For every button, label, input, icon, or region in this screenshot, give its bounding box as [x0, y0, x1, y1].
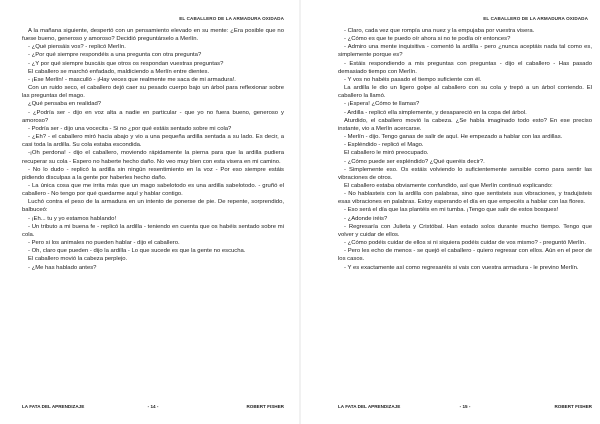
paragraph: - Espléndido - replicó el Mago.	[344, 142, 424, 149]
paragraph: - ¿Adonde iréis?	[344, 215, 388, 222]
paragraph: - Regresaría con Julieta y Cristóbal. Han estado solos durante mucho tiempo. Tengo que volver y cuidar de ellos.	[338, 223, 592, 238]
paragraph: - ¿Y por qué siempre buscáis que otros os respondan vuestras preguntas?	[28, 60, 224, 67]
paragraph: - ¡Eh... tu y yo estamos hablando!	[28, 215, 117, 222]
paragraph: - No lo dudo - replicó la ardilla sin ningún resentimiento en la voz - Por eso siempre estáis pidiendo disculpas a la gente por haberles hecho daño.	[22, 166, 284, 181]
paragraph: -¡Oh perdona! - dijo el caballero, moviendo rápidamente la pierna para que la ardilla pudiera recuperar su cola - Espero no haberte hecho daño. No veo muy bien con esta visera en mi camino.	[22, 150, 284, 165]
body-text	[338, 27, 592, 272]
paragraph: - Pero les echo de menos - se quejó el caballero - quiero regresar con ellos. Aún en el peor de los casos.	[338, 248, 592, 263]
paragraph: - Oh, claro que pueden - dijo la ardilla - Lo que sucede es que la gente no escucha.	[28, 248, 246, 255]
page-footer	[22, 404, 284, 412]
paragraph: - Y vos no habéis pasado el tiempo suficiente con él.	[344, 76, 482, 83]
paragraph: - Y es exactamente así como regresaréis si vais con vuestra armadura - le previno Merlín.	[344, 264, 579, 271]
footer-author: ROBERT FISHER	[246, 404, 284, 409]
page-number: - 14 -	[147, 404, 159, 409]
paragraph: - Simplemente eso. Os estáis volviendo lo suficientemente sensible como para sentir las vibraciones de otros.	[338, 166, 592, 181]
paragraph: - ¿Me has hablado antes?	[28, 264, 97, 271]
paragraph: - ¿Eh? - el caballero miró hacia abajo y vio a una pequeña ardilla sentada a su lado. Es decir, a casi toda la ardilla. Su cola estaba escondida.	[22, 134, 284, 149]
paragraph: ¿Qué pensaba en realidad?	[28, 101, 102, 108]
paragraph: - Eso será el día que las plantéis en mi tumba. ¡Tengo que salir de estos bosques!	[344, 207, 559, 214]
paragraph: Aturdido, el caballero movió la cabeza. ¿Se había imaginado todo esto? En ese preciso instante, vio a Merlín acercarse.	[338, 117, 592, 132]
right-page	[304, 0, 600, 424]
paragraph: - Podría ser - dijo una vocecita - Si no ¿por qué estáis sentado sobre mi cola?	[28, 125, 232, 132]
body-text	[22, 27, 284, 272]
paragraph: - Admiro una mente inquisitiva - comentó la ardilla - pero ¿nunca aceptáis nada tal como es, simplemente porque es?	[338, 44, 592, 59]
paragraph: El caballero se marchó enfadado, maldiciendo a Merlín entre dientes.	[28, 68, 210, 75]
paragraph: - Estáis respondiendo a mis preguntas con preguntas - dijo el caballero - Has pasado demasiado tiempo con Merlín.	[338, 60, 592, 75]
paragraph: - ¡Ese Merlín! - masculló - ¡Hay veces que realmente me saca de mi armadura!.	[28, 76, 236, 83]
paragraph: - Un tributo a mi buena fe - replicó la ardilla - teniendo en cuenta que os habéis sentado sobre mi cola.	[22, 223, 284, 238]
paragraph: - ¿Cómo es que te puedo oír ahora si no te podía oír entonces?	[344, 36, 511, 43]
paragraph: Luchó contra el peso de la armadura en un intento de ponerse de pie. De repente, sorprendido, balbuceó:	[22, 199, 284, 214]
paragraph: Con un ruido seco, el caballero dejó caer su pesado cuerpo bajo un árbol para reflexionar sobre las preguntas del mago.	[22, 85, 284, 100]
footer-book-title: LA FATA DEL APRENDIZAJE	[338, 404, 401, 409]
paragraph: - Claro, cada vez que rompía una nuez y la empujaba por vuestra visera.	[344, 28, 535, 34]
paragraph: - La única cosa que me irrita más que un mago sabelotodo es una ardilla sabelotodo. - gruñó el caballero - No tengo por qué quedarme aquí y hablar contigo.	[22, 182, 284, 198]
paragraph: El caballero estaba obviamente confundido, así que Merlín continuó explicando:	[344, 182, 553, 189]
paragraph: El caballero movió la cabeza perplejo.	[28, 256, 128, 263]
paragraph: - No hablasteis con la ardilla con palabras, sino que sentisteis sus vibraciones, y tradujisteis esas vibraciones en palabras. Estoy esperando el día en que empecéis a hablar con las flores.	[338, 191, 592, 206]
paragraph: A la mañana siguiente, despertó con un pensamiento elevado en su mente: ¿Era posible que no fuese bueno, generoso y amoroso? Decidió preguntárselo a Merlín.	[22, 28, 284, 43]
footer-book-title: LA FATA DEL APRENDIZAJE	[22, 404, 85, 409]
paragraph: - Ardilla - replicó ella simplemente, y desapareció en la copa del árbol.	[344, 109, 527, 116]
paragraph: - Pero si los animales no pueden hablar - dijo el caballero.	[28, 240, 180, 247]
paragraph: - ¿Qué piensáis vos? - replicó Merlín.	[28, 44, 126, 51]
left-page	[0, 0, 296, 424]
running-head: EL CABALLERO DE LA ARMADURA OXIDADA	[483, 16, 588, 21]
paragraph: - ¿Cómo podéis cuidar de ellos si ni siquiera podéis cuidar de vos mismo? - preguntó Merlín.	[344, 240, 586, 247]
page-number: - 15 -	[459, 404, 471, 409]
paragraph: - ¡Espera! ¿Cómo te llamas?	[344, 101, 420, 108]
running-head: EL CABALLERO DE LA ARMADURA OXIDADA	[179, 16, 284, 21]
paragraph: - ¿Cómo puede ser espléndido? ¿Qué queréis decir?.	[344, 158, 485, 165]
paragraph: La ardilla le dio un ligero golpe al caballero con su cola y trepó a un árbol corriendo. El caballero la llamó.	[338, 85, 592, 100]
page-footer	[338, 404, 592, 412]
paragraph: - ¿Por qué siempre respondéis a una pregunta con otra pregunta?	[28, 52, 202, 59]
paragraph: - Merlín - dijo. Tengo ganas de salir de aquí. He empezado a hablar con las ardillas.	[344, 134, 563, 141]
paragraph: El caballero le miró preocupado.	[344, 150, 429, 157]
paragraph: - ¿Podría ser - dijo en voz alta a nadie en particular - que yo no fuera bueno, generoso y amoroso?	[22, 109, 284, 124]
footer-author: ROBERT FISHER	[554, 404, 592, 409]
page-gutter	[299, 0, 301, 424]
